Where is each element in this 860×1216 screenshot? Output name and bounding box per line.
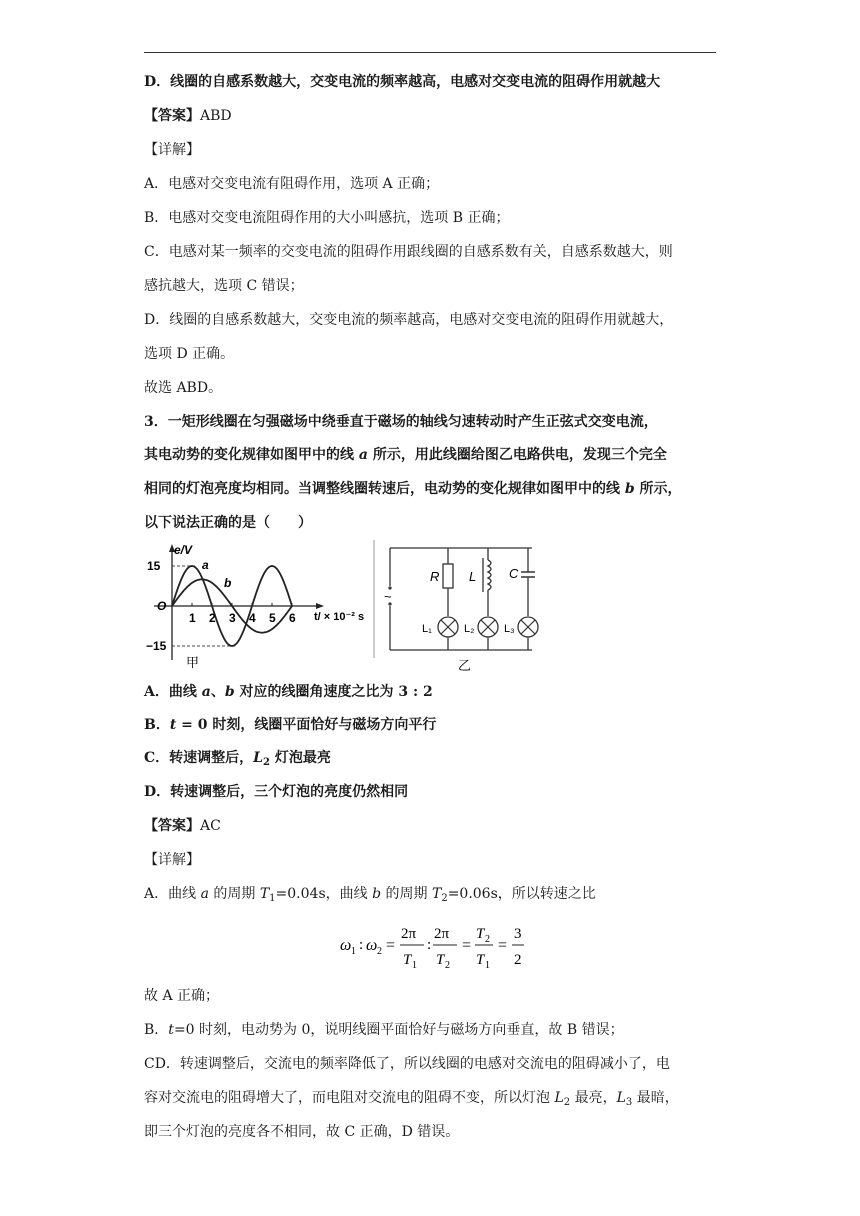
q3-option-c [144, 748, 331, 768]
exp-a-3: =0.04s，曲线 [275, 886, 373, 902]
q3-stem-2 [144, 445, 667, 465]
x-tick-label: 2 [209, 611, 216, 625]
omega-1-sub: 1 [351, 946, 356, 957]
formula-colon-1: : [359, 937, 364, 953]
q3-stem-3 [144, 479, 682, 499]
prev-exp-d2: 选项 D 正确。 [144, 346, 235, 362]
exp-a-5: =0.06s，所以转速之比 [447, 886, 596, 902]
opt-c-l: L [253, 750, 263, 766]
opt-c-sub: 2 [263, 757, 270, 768]
lamp-l3-label: L₃ [504, 623, 515, 635]
q3-stem-4: 以下说法正确的是（ ） [144, 515, 312, 531]
frac1-den: T [403, 952, 412, 968]
exp-a-var-a: a [200, 886, 209, 902]
omega-1: ω [340, 937, 352, 954]
opt-c-post: 灯泡最亮 [269, 750, 331, 766]
prev-option-d: D．线圈的自感系数越大，交变电流的频率越高，电感对交变电流的阻碍作用就越大 [144, 74, 661, 90]
exp-cd2-post: 最暗， [632, 1090, 679, 1106]
exp-a-var-b: b [372, 886, 382, 902]
y-axis-label: e/V [174, 543, 193, 557]
inductor-label: L [469, 569, 477, 584]
lamp-l1-label: L₁ [422, 623, 432, 635]
opt-a-pre: A．曲线 [144, 684, 202, 700]
graph-caption: 甲 [186, 655, 200, 670]
exp-a-t2-sub: 2 [441, 893, 448, 904]
q3-stem-2b: 所示，用此线圈给图乙电路供电，发现三个完全 [367, 447, 667, 463]
prev-answer [144, 106, 232, 126]
exp-b-t: t [168, 1022, 174, 1038]
circuit-figure [372, 540, 542, 676]
q3-answer-label: 【答案】 [144, 818, 200, 834]
exp-b-pre: B． [144, 1022, 169, 1038]
resistor-icon [443, 564, 453, 588]
opt-b-t: t [169, 717, 177, 733]
q3-option-a [144, 682, 433, 702]
exp-cd2-l2-sub: 2 [563, 1097, 571, 1108]
exp-cd2-l3: L [616, 1090, 626, 1106]
curve-a-label: a [202, 558, 209, 572]
opt-a-post: 对应的线圈角速度之比为 3 : 2 [234, 684, 433, 700]
frac3-den-sub: 1 [485, 960, 490, 971]
q3-answer-value: AC [200, 818, 221, 834]
prev-conclusion: 故选 ABD。 [144, 380, 223, 396]
x-tick-label: 3 [229, 611, 236, 625]
exp-cd2-pre: 容对交流电的阻碍增大了，而电阻对交流电的阻碍不变，所以灯泡 [144, 1090, 555, 1106]
y-min-label: −15 [146, 639, 167, 653]
opt-a-var-b: b [224, 684, 235, 700]
x-axis-arrow [316, 603, 324, 609]
exp-b-post: =0 时刻，电动势为 0，说明线圈平面恰好与磁场方向垂直，故 B 错误； [173, 1022, 624, 1038]
q3-exp-b [144, 1020, 624, 1040]
frac1-num: 2π [401, 926, 417, 942]
var-b: b [624, 481, 635, 497]
opt-c-pre: C．转速调整后， [144, 750, 254, 766]
formula-eq-2: = [462, 937, 472, 954]
opt-b-post: = 0 时刻，线圈平面恰好与磁场方向平行 [176, 717, 437, 733]
x-axis-label: t/ × 10⁻² s [314, 611, 365, 623]
q3-option-d: D．转速调整后，三个灯泡的亮度仍然相同 [144, 784, 409, 800]
x-tick-label: 5 [269, 611, 276, 625]
q3-exp-cd-2 [144, 1088, 679, 1108]
capacitor-label: C [509, 566, 519, 581]
formula-eq-1: = [386, 937, 396, 954]
q3-stem-3b: 所示， [634, 481, 682, 497]
answer-label: 【答案】 [144, 108, 200, 124]
exp-a-t2: T [431, 886, 442, 902]
lamp-l2-label: L₂ [464, 623, 475, 635]
prev-exp-c1: C．电感对某一频率的交变电流的阻碍作用跟线圈的自感系数有关，自感系数越大，则 [144, 244, 673, 260]
prev-exp-c2: 感抗越大，选项 C 错误； [144, 278, 304, 294]
x-tick-label: 6 [289, 611, 296, 625]
frac4-num: 3 [514, 926, 522, 942]
exp-a-2: 的周期 [208, 886, 260, 902]
var-a: a [358, 447, 368, 463]
prev-exp-a: A．电感对交变电流有阻碍作用，选项 A 正确； [144, 176, 440, 192]
origin-label: O [157, 599, 167, 613]
exp-a-4: 的周期 [381, 886, 432, 902]
q3-stem-3a: 相同的灯泡亮度均相同。当调整线圈转速后，电动势的变化规律如图甲中的线 [144, 481, 625, 497]
exp-cd2-mid: 最亮， [570, 1090, 617, 1106]
graph-figure [144, 540, 372, 670]
q3-detail-label: 【详解】 [144, 852, 200, 868]
q3-exp-a-end: 故 A 正确； [144, 988, 220, 1004]
curve-b-label: b [224, 576, 232, 590]
frac2-den: T [436, 952, 445, 968]
ac-source-icon: ~ [384, 589, 392, 604]
x-tick-label: 4 [249, 611, 256, 625]
inductor-icon [488, 560, 491, 590]
q3-answer [144, 816, 221, 836]
exp-cd2-l2: L [554, 1090, 564, 1106]
prev-exp-d1: D．线圈的自感系数越大，交变电流的频率越高，电感对交变电流的阻碍作用就越大， [144, 312, 674, 328]
answer-value: ABD [200, 108, 232, 124]
q3-option-b [144, 715, 436, 735]
exp-a-t1-sub: 1 [269, 893, 276, 904]
exp-cd2-l3-sub: 3 [625, 1097, 633, 1108]
opt-a-mid: 、 [210, 684, 225, 700]
x-tick-label: 1 [189, 611, 196, 625]
formula-eq-3: = [498, 937, 508, 954]
omega-2: ω [366, 937, 378, 954]
frac3-den: T [476, 952, 485, 968]
resistor-label: R [430, 569, 440, 584]
q3-stem-1: 3．一矩形线圈在匀强磁场中绕垂直于磁场的轴线匀速转动时产生正弦式交变电流， [144, 414, 658, 430]
q3-exp-cd-1: CD．转速调整后，交流电的频率降低了，所以线圈的电感对交流电的阻碍减小了，电 [144, 1056, 670, 1072]
prev-exp-b: B．电感对交变电流阻碍作用的大小叫感抗，选项 B 正确； [144, 210, 510, 226]
frac1-den-sub: 1 [412, 960, 417, 971]
formula-colon-2: : [427, 937, 432, 953]
y-max-label: 15 [147, 559, 161, 573]
opt-b-pre: B． [144, 717, 170, 733]
exp-a-1: A．曲线 [144, 886, 201, 902]
prev-detail-label: 【详解】 [144, 142, 200, 158]
q3-exp-a [144, 884, 596, 904]
frac2-den-sub: 2 [445, 960, 450, 971]
header-rule [144, 52, 716, 53]
frac2-num: 2π [434, 926, 450, 942]
omega-2-sub: 2 [377, 946, 382, 957]
exp-a-t1: T [259, 886, 270, 902]
circuit-caption: 乙 [458, 658, 472, 673]
ratio-formula [340, 918, 540, 974]
q3-exp-cd-3: 即三个灯泡的亮度各不相同，故 C 正确，D 错误。 [144, 1124, 460, 1140]
frac3-num-sub: 2 [485, 934, 490, 945]
frac4-den: 2 [514, 952, 522, 968]
opt-a-var-a: a [201, 684, 211, 700]
q3-stem-2a: 其电动势的变化规律如图甲中的线 [144, 447, 359, 463]
frac3-num: T [476, 926, 485, 942]
